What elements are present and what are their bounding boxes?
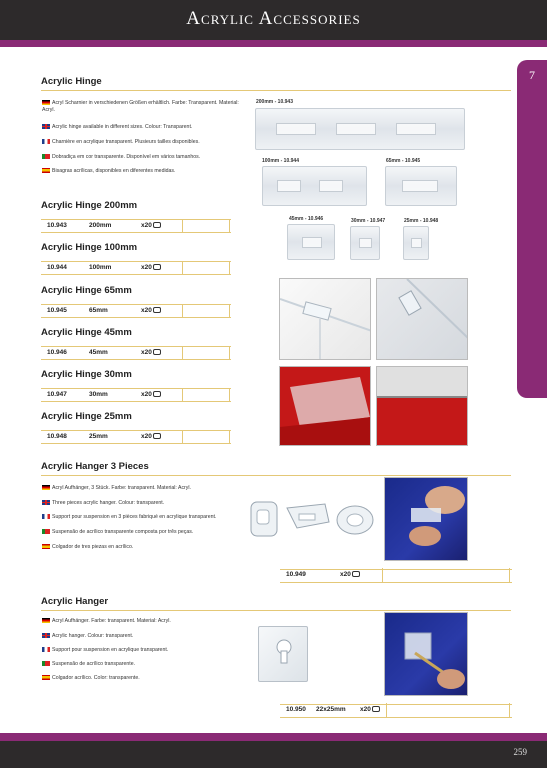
product-size: 100mm [89, 264, 112, 271]
french-flag-icon [42, 514, 50, 519]
description-fr: Charnière en acrylique transparent. Plusieurs tailles disponibles. [42, 139, 252, 146]
image-label-100: 100mm - 10.944 [262, 158, 299, 164]
hinge-200mm-image [255, 108, 465, 150]
footer-accent-stripe [0, 733, 547, 741]
section-title-hanger: Acrylic Hanger [41, 596, 109, 607]
product-size: 22x25mm [316, 706, 346, 713]
product-code: 10.948 [47, 433, 67, 440]
product-code: 10.943 [47, 222, 67, 229]
description-es: Colgador acrílico. Color: transparente. [42, 675, 242, 682]
product-qty: x20 [141, 307, 161, 314]
uk-flag-icon [42, 124, 50, 129]
product-qty: x20 [141, 222, 161, 229]
hinge-photo-clear-1 [279, 278, 371, 360]
portuguese-flag-icon [42, 154, 50, 159]
description-pt: Suspensão de acrílico transparente composta por três peças. [42, 529, 252, 536]
french-flag-icon [42, 139, 50, 144]
product-title-10948: Acrylic Hinge 25mm [41, 411, 132, 422]
hinge-65mm-image [385, 166, 457, 206]
description-en: Acrylic hinge available in different sizes. Colour: Transparent. [42, 124, 252, 131]
image-label-65: 65mm - 10.945 [386, 158, 421, 164]
product-title-10945: Acrylic Hinge 65mm [41, 285, 132, 296]
hanger-image [258, 626, 308, 682]
image-label-45: 45mm - 10.946 [289, 216, 324, 222]
product-title-10946: Acrylic Hinge 45mm [41, 327, 132, 338]
order-quantity-box[interactable] [182, 430, 230, 444]
product-row-10950[interactable] [280, 704, 512, 718]
hinge-25mm-image [403, 226, 429, 260]
product-qty: x20 [141, 264, 161, 271]
package-icon [153, 349, 161, 355]
order-quantity-box[interactable] [382, 568, 510, 582]
divider [41, 610, 511, 611]
description-de: Acryl Aufhänger. Farbe: transparent. Material: Acryl. [42, 618, 242, 625]
section-title-hanger-3: Acrylic Hanger 3 Pieces [41, 461, 149, 472]
uk-flag-icon [42, 633, 50, 638]
product-size: 30mm [89, 391, 108, 398]
product-row-10946[interactable] [41, 346, 231, 360]
french-flag-icon [42, 647, 50, 652]
order-quantity-box[interactable] [182, 219, 230, 233]
german-flag-icon [42, 485, 50, 490]
order-quantity-box[interactable] [182, 346, 230, 360]
product-title-10944: Acrylic Hinge 100mm [41, 242, 138, 253]
product-code: 10.945 [47, 307, 67, 314]
description-de: Acryl Aufhänger, 3 Stück. Farbe: transparent. Material: Acryl. [42, 485, 242, 492]
divider [41, 475, 511, 476]
spanish-flag-icon [42, 168, 50, 173]
product-size: 45mm [89, 349, 108, 356]
page-title: Acrylic Accessories [186, 8, 361, 29]
product-row-10943[interactable] [41, 219, 231, 233]
product-qty: x20 [141, 433, 161, 440]
product-title-10943: Acrylic Hinge 200mm [41, 200, 138, 211]
description-de: Acryl Scharnier in verschiedenen Größen erhältlich. Farbe: Transparent. Material: Acryl. [42, 100, 239, 113]
description-pt: Dobradiça em cor transparente. Disponível em vários tamanhos. [42, 154, 252, 161]
hanger-3-pieces-photo [384, 477, 468, 561]
german-flag-icon [42, 618, 50, 623]
chapter-number: 7 [529, 68, 535, 82]
package-icon [153, 391, 161, 397]
order-quantity-box[interactable] [182, 388, 230, 402]
package-icon [153, 433, 161, 439]
product-size: 65mm [89, 307, 108, 314]
header-bar [0, 0, 547, 40]
hinge-photo-red-1 [279, 366, 371, 446]
product-size: 25mm [89, 433, 108, 440]
hinge-photo-clear-2 [376, 278, 468, 360]
order-quantity-box[interactable] [182, 261, 230, 275]
hinge-45mm-image [287, 224, 335, 260]
product-size: 200mm [89, 222, 112, 229]
product-qty: x20 [360, 706, 380, 713]
product-code: 10.950 [286, 706, 306, 713]
package-icon [153, 264, 161, 270]
product-title-10947: Acrylic Hinge 30mm [41, 369, 132, 380]
product-qty: x20 [340, 571, 360, 578]
portuguese-flag-icon [42, 529, 50, 534]
description-en: Three pieces acrylic hanger. Colour: transparent. [42, 500, 242, 507]
product-row-10947[interactable] [41, 388, 231, 402]
package-icon [352, 571, 360, 577]
image-label-200: 200mm - 10.943 [256, 99, 293, 105]
uk-flag-icon [42, 500, 50, 505]
package-icon [372, 706, 380, 712]
product-code: 10.949 [286, 571, 306, 578]
product-row-10945[interactable] [41, 304, 231, 318]
package-icon [153, 307, 161, 313]
product-qty: x20 [141, 349, 161, 356]
header-accent-stripe [0, 40, 547, 47]
chapter-tab[interactable] [517, 60, 547, 398]
german-flag-icon [42, 100, 50, 105]
image-label-25: 25mm - 10.948 [404, 218, 439, 224]
product-row-10948[interactable] [41, 430, 231, 444]
product-qty: x20 [141, 391, 161, 398]
product-code: 10.947 [47, 391, 67, 398]
image-label-30: 30mm - 10.947 [351, 218, 386, 224]
product-row-10949[interactable] [280, 569, 512, 583]
section-title-hinge: Acrylic Hinge [41, 76, 102, 87]
spanish-flag-icon [42, 544, 50, 549]
description-pt: Suspensão de acrílico transparente. [42, 661, 242, 668]
description-es: Bisagras acrílicas, disponibles en diferentes medidas. [42, 168, 252, 175]
description-es: Colgador de tres piezas en acrílico. [42, 544, 242, 551]
order-quantity-box[interactable] [182, 304, 230, 318]
footer-bar [0, 741, 547, 768]
hinge-photo-red-2 [376, 366, 468, 446]
product-code: 10.946 [47, 349, 67, 356]
order-quantity-box[interactable] [386, 703, 510, 717]
portuguese-flag-icon [42, 661, 50, 666]
product-row-10944[interactable] [41, 261, 231, 275]
description-fr: Support pour suspension en acrylique transparent. [42, 647, 252, 654]
description-fr: Support pour suspension en 3 pièces fabriqué en acrylique transparent. [42, 514, 252, 521]
page-number: 259 [513, 747, 527, 757]
product-code: 10.944 [47, 264, 67, 271]
hanger-3-pieces-image [247, 488, 377, 550]
package-icon [153, 222, 161, 228]
divider [41, 90, 511, 91]
description-en: Acrylic hanger. Colour: transparent. [42, 633, 242, 640]
spanish-flag-icon [42, 675, 50, 680]
hinge-100mm-image [262, 166, 367, 206]
hanger-photo [384, 612, 468, 696]
hinge-30mm-image [350, 226, 380, 260]
